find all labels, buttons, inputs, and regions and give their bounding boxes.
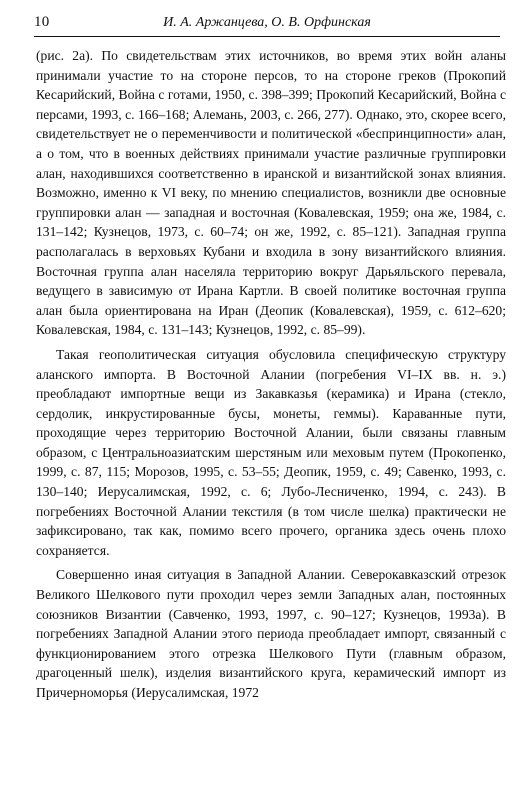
page-header bbox=[34, 6, 500, 37]
running-head-authors: И. А. Аржанцева, О. В. Орфинская bbox=[163, 15, 371, 30]
page-number: 10 bbox=[34, 14, 50, 30]
body-text bbox=[36, 46, 506, 708]
paragraph-western-alania: Совершенно иная ситуация в Западной Алании. Северокавказский отрезок Великого Шелкового пути проходил через земли Западных алан, постоянных союзников Византии (Савченко, 1993, 1997, с. 90–127; Кузнецов, 1993а). В погребениях Западной Алании этого периода преобладает импорт, связанный с функционированием этого отрезка Шелкового Пути (главным образом, драгоценный шелк), изделия византийского круга, керамический импорт из Причерноморья (Иерусалимская, 1972 bbox=[36, 567, 506, 700]
paragraph-eastern-alania-imports: Такая геополитическая ситуация обусловила специфическую структуру аланского импорта. В Восточной Алании (погребения VI–IX вв. н. э.) преобладают импортные вещи из Закавказья (керамика) и Ирана (стекло, сердолик, инкрустированные бусы, монеты, геммы). Караванные пути, проходящие через территорию Восточной Алании, были связаны главным образом, с Центральноазиатским шерстяным или меховым путем (Прокопенко, 1999, с. 87, 115; Морозов, 1995, с. 53–55; Деопик, 1959, с. 49; Савенко, 1993, с. 130–140; Иерусалимская, 1992, с. 6; Лубо-Лесниченко, 1994, с. 243). В погребениях Восточной Алании текстиля (в том числе шелка) практически не зафиксировано, так как, помимо всего прочего, органика здесь очень плохо сохраняется. bbox=[36, 346, 506, 558]
paragraph-alan-groups: (рис. 2а). По свидетельствам этих источников, во время этих войн аланы принимали участие то на стороне персов, то на стороне греков (Прокопий Кесарийский, Война с готами, 1950, с. 398–399; Прокопий Кесарийский, Война с персами, 1993, с. 166–168; Алемань, 2003, с. 266, 277). Однако, это, скорее всего, свидетельствует не о переменчивости и политической «беспринципности» алан, а о том, что в военных действиях принимали участие различные группировки алан, находившихся соответственно в иранской и византийской зонах влияния. Возможно, именно к VI веку, по мнению специалистов, возникли две основные группировки алан — западная и восточная (Ковалевская, 1959; она же, 1984, с. 131–142; Кузнецов, 1973, с. 60–74; он же, 1992, с. 85–121). Западная группа располагалась в верховьях Кубани и входила в зону византийского влияния. Восточная группа алан населяла территорию вокруг Дарьяльского перевала, ведущего в зависимую от Ирана Картли. В своей политике восточная группа алан была ориентирована на Иран (Деопик (Ковалевская), 1959, с. 612–620; Ковалевская, 1984, с. 131–143; Кузнецов, 1992, с. 85–99). bbox=[36, 48, 506, 338]
